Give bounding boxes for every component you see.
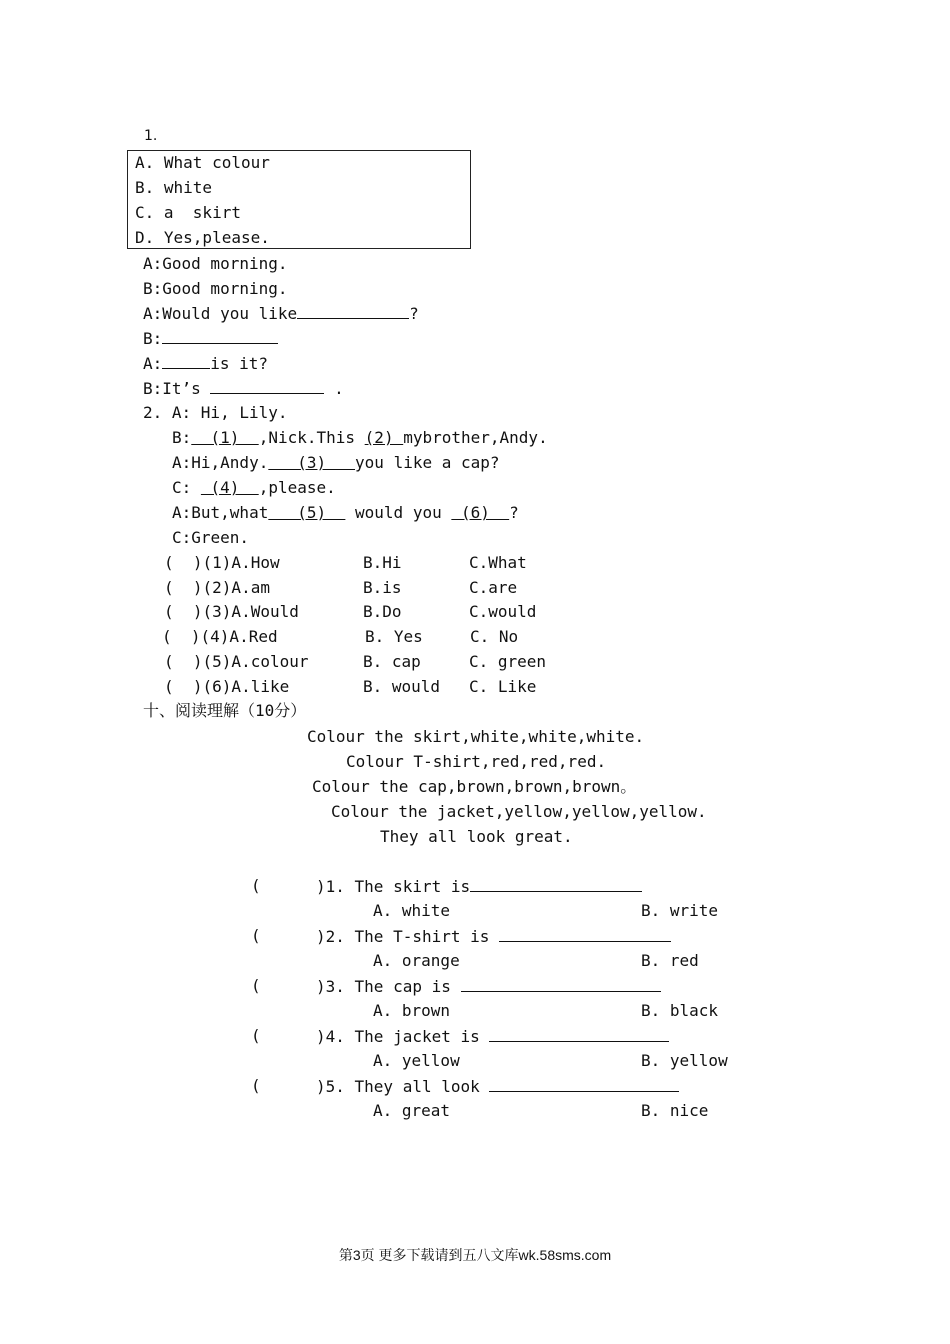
question-text: )1. The skirt is [316,877,471,896]
option-b: B. red [641,951,699,970]
option-a: A. What colour [135,153,270,172]
answer-blank[interactable] [210,378,324,394]
poem-line-4: Colour the jacket,yellow,yellow,yellow. [331,802,707,821]
s2-line-3 [172,453,500,473]
s2-option-c: C.are [469,578,518,597]
s2-option-c: C.What [469,553,527,572]
blank-6[interactable]: (6) [451,503,510,522]
poem-line-1: Colour the skirt,white,white,white. [307,727,645,746]
dialogue-text: is it? [210,354,269,373]
page-footer: 第3页 更多下载请到五八文库wk.58sms.com [338,1247,612,1263]
answer-blank[interactable] [470,876,642,892]
option-b: B. write [641,901,719,920]
answer-paren[interactable]: ( [251,976,261,995]
poem-line-5: They all look great. [380,827,573,846]
blank-4[interactable]: (4) [200,478,259,497]
option-b: B. black [641,1001,719,1020]
s2-question-paren[interactable]: ( )(5)A.colour [164,652,309,671]
option-a: A. yellow [373,1051,460,1070]
option-b: B. white [135,178,213,197]
option-b: B. yellow [641,1051,728,1070]
question-text: )2. The T-shirt is [316,927,500,946]
answer-paren[interactable]: ( [251,1076,261,1095]
answer-paren[interactable]: ( [251,926,261,945]
question-stem [316,926,671,947]
dialogue-text: ,Nick.This [258,428,365,447]
s2-option-b: B. would [363,677,441,696]
dialogue-text: . [324,379,344,398]
answer-blank[interactable] [461,976,661,992]
blank-2[interactable]: (2) [364,428,404,447]
s2-line-6: C:Green. [172,528,250,547]
s2-question-paren[interactable]: ( )(2)A.am [164,578,270,597]
dialogue-text: A:But,what [172,503,269,522]
poem-line-2: Colour T-shirt,red,red,red. [346,752,607,771]
dialogue-text: would you [345,503,452,522]
dialogue-text: C: [172,478,201,497]
blank-3[interactable]: (3) [268,453,356,472]
dialogue-line-5 [143,353,268,374]
s2-option-c: C. Like [469,677,537,696]
s2-option-b: B. cap [363,652,421,671]
dialogue-line-2: B:Good morning. [143,279,288,298]
question-stem [316,976,661,997]
option-a: A. brown [373,1001,451,1020]
answer-blank[interactable] [297,303,409,319]
dialogue-text: B:It’s [143,379,211,398]
dialogue-line-4 [143,328,278,349]
dialogue-text: B: [143,329,163,348]
s2-question-paren[interactable]: ( )(3)A.Would [164,602,299,621]
question-text: )3. The cap is [316,977,461,996]
dialogue-text: mybrother,Andy. [403,428,548,447]
dialogue-text: ,please. [258,478,336,497]
dialogue-line-1: A:Good morning. [143,254,288,273]
section-heading: 十、阅读理解（10分） [143,701,307,720]
answer-blank[interactable] [499,926,671,942]
answer-blank[interactable] [162,328,278,344]
question-stem [316,1026,669,1047]
dialogue-text: B: [172,428,192,447]
s2-line-2 [172,428,548,448]
answer-blank[interactable] [162,353,210,369]
answer-paren[interactable]: ( [251,1026,261,1045]
dialogue-text: ? [409,304,419,323]
s2-question-paren[interactable]: ( )(4)A.Red [162,627,278,646]
dialogue-text: A:Would you like [143,304,298,323]
s2-line-4 [172,478,336,498]
dialogue-line-3 [143,303,419,324]
s2-line-5 [172,503,519,523]
option-d: D. Yes,please. [135,228,270,247]
s2-option-c: C. No [470,627,519,646]
question-text: )5. They all look [316,1077,490,1096]
question-stem [316,1076,679,1097]
option-a: A. orange [373,951,460,970]
dialogue-line-6 [143,378,344,399]
dialogue-text: you like a cap? [355,453,500,472]
answer-paren[interactable]: ( [251,876,261,895]
question-number-1: 1. [144,128,158,144]
blank-1[interactable]: (1) [191,428,259,447]
s2-option-b: B.Do [363,602,402,621]
question-text: )4. The jacket is [316,1027,490,1046]
blank-5[interactable]: (5) [268,503,346,522]
s2-option-c: C.would [469,602,537,621]
poem-line-3: Colour the cap,brown,brown,brown。 [312,777,637,796]
s2-option-b: B. Yes [365,627,423,646]
dialogue-text: ? [509,503,519,522]
s2-question-paren[interactable]: ( )(1)A.How [164,553,280,572]
option-b: B. nice [641,1101,709,1120]
s2-option-c: C. green [469,652,547,671]
answer-blank[interactable] [489,1026,669,1042]
option-c: C. a skirt [135,203,241,222]
s2-option-b: B.is [363,578,402,597]
answer-blank[interactable] [489,1076,679,1092]
question-stem [316,876,642,897]
dialogue-text: A: [143,354,163,373]
s2-option-b: B.Hi [363,553,402,572]
dialogue-text: A:Hi,Andy. [172,453,269,472]
s2-line-1: 2. A: Hi, Lily. [143,403,288,422]
s2-question-paren[interactable]: ( )(6)A.like [164,677,290,696]
option-a: A. white [373,901,451,920]
option-a: A. great [373,1101,451,1120]
